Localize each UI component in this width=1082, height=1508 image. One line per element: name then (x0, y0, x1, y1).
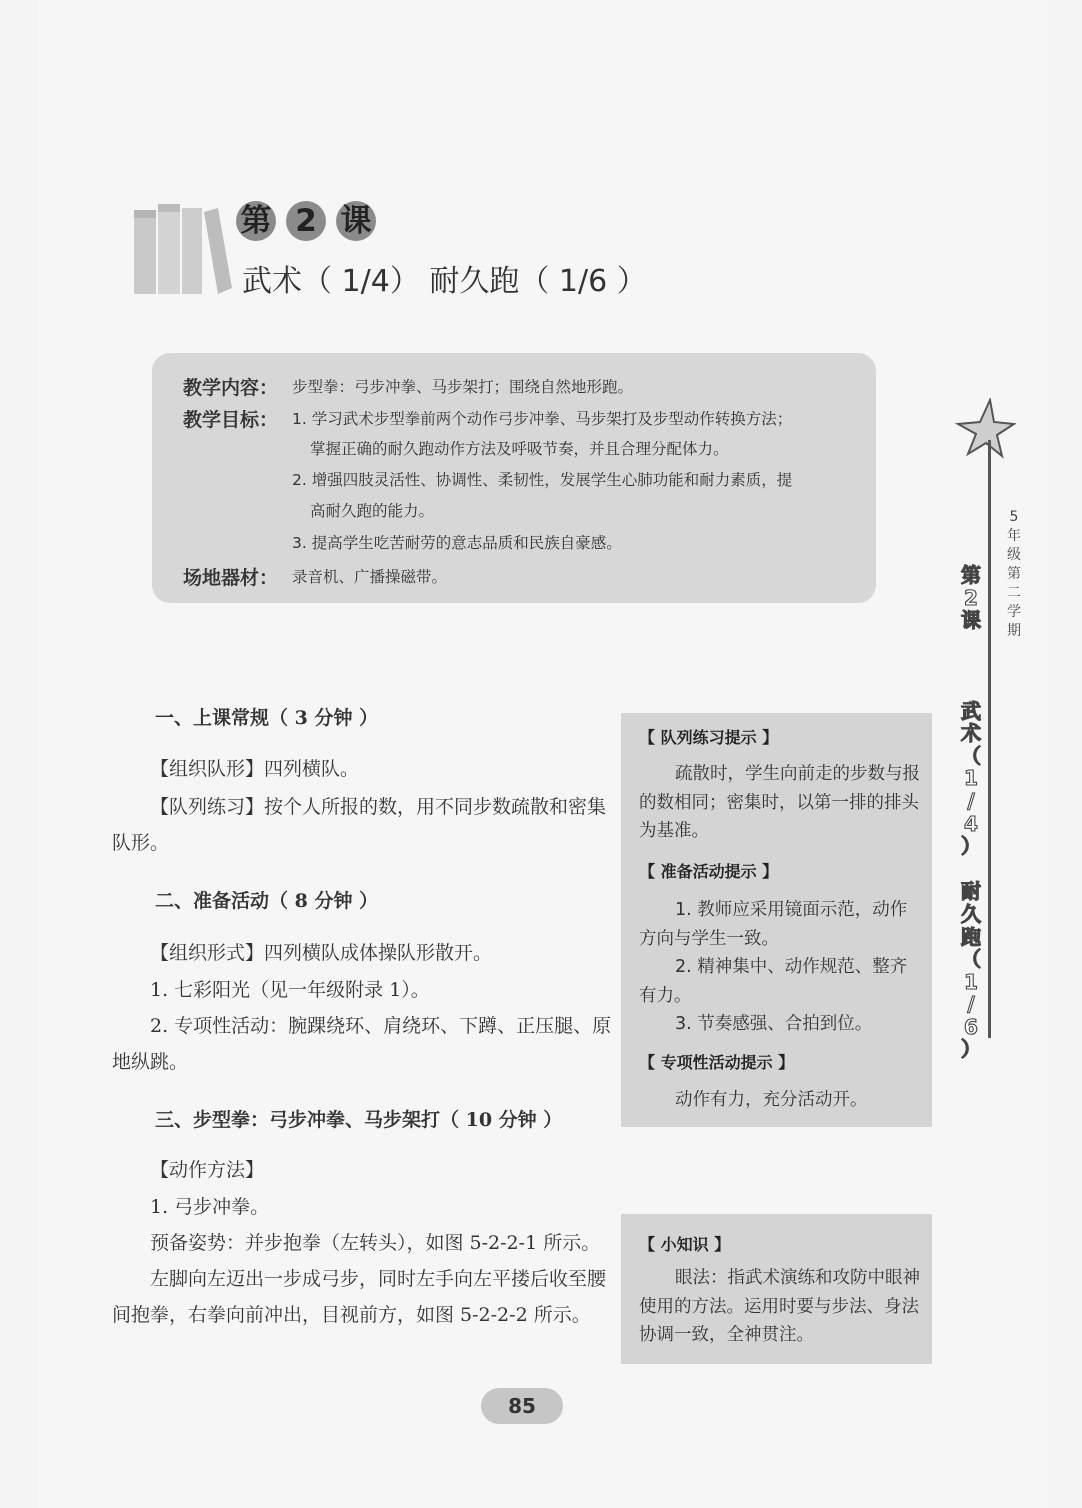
paragraph: 【组织形式】四列横队成体操队形散开。 (150, 942, 493, 964)
paragraph: 左脚向左迈出一步成弓步，同时左手向左平搂后收至腰间抱拳，右拳向前冲出，目视前方，如图 5-2-2-2 所示。 (112, 1268, 607, 1326)
goal-line: 3. 提高学生吃苦耐劳的意志品质和民族自豪感。 (292, 534, 622, 552)
star-icon (952, 398, 1016, 462)
tip-heading: 【 小知识 】 (639, 1235, 731, 1254)
section-heading: 二、准备活动（ 8 分钟 ） (155, 890, 379, 912)
tip-heading: 【 队列练习提示 】 (639, 728, 779, 747)
teaching-info-box (152, 353, 876, 603)
grade-semester-label: 5 年 级 第 二 学 期 (1007, 509, 1021, 639)
equipment-text: 录音机、广播操磁带。 (292, 568, 448, 586)
goal-line: 高耐久跑的能力。 (310, 502, 435, 520)
lesson-heading (236, 201, 376, 241)
goal-label: 教学目标： (183, 409, 279, 431)
equipment-label: 场地器材： (183, 567, 279, 589)
tip-body: 疏散时，学生向前走的步数与报的数相同；密集时，以第一排的排头为基准。 (639, 764, 920, 841)
margin-line (988, 440, 991, 1038)
lesson-prefix: 第 (236, 201, 276, 241)
paragraph: 1. 七彩阳光（见一年级附录 1）。 (150, 979, 430, 1001)
lesson-suffix: 课 (336, 201, 376, 241)
goal-line: 1. 学习武术步型拳前两个动作弓步冲拳、马步架打及步型动作转换方法； (292, 410, 793, 428)
goal-line: 掌握正确的耐久跑动作方法及呼吸节奏，并且合理分配体力。 (310, 440, 729, 458)
paragraph: 2. 专项性活动：腕踝绕环、肩绕环、下蹲、正压腿、原地纵跳。 (112, 1015, 612, 1073)
tip-heading: 【 专项性活动提示 】 (639, 1053, 795, 1072)
lesson-number: 2 (286, 201, 326, 241)
page-number: 85 (481, 1388, 563, 1424)
goal-line: 2. 增强四肢灵活性、协调性、柔韧性，发展学生心肺功能和耐力素质，提 (292, 471, 793, 489)
tip-heading: 【 准备活动提示 】 (639, 862, 779, 881)
tip-body: 眼法：指武术演练和攻防中眼神使用的方法。运用时要与步法、身法协调一致，全神贯注。 (639, 1268, 920, 1345)
paragraph: 预备姿势：并步抱拳（左转头），如图 5-2-2-1 所示。 (150, 1232, 601, 1254)
content-text: 步型拳：弓步冲拳、马步架打；围绕自然地形跑。 (292, 378, 634, 396)
tips-box (621, 713, 932, 1127)
tip-body: 1. 教师应采用镜面示范，动作方向与学生一致。 2. 精神集中、动作规范、整齐有力。 3. 节奏感强、合拍到位。 (639, 900, 908, 1034)
paragraph: 【队列练习】按个人所报的数，用不同步数疏散和密集队形。 (112, 796, 607, 854)
side-lesson-title: 第 2 课 武 术 （ 1 / 4 ） 耐 久 跑 （ 1 / 6 ） (961, 563, 981, 1062)
paragraph: 【组织队形】四列横队。 (150, 758, 360, 780)
paragraph: 【动作方法】 (150, 1159, 265, 1181)
section-heading: 三、步型拳：弓步冲拳、马步架打（ 10 分钟 ） (155, 1109, 563, 1131)
section-heading: 一、上课常规（ 3 分钟 ） (155, 707, 379, 729)
lesson-subtitle: 武术（ 1/4） 耐久跑（ 1/6 ） (242, 264, 647, 299)
paragraph: 1. 弓步冲拳。 (150, 1196, 270, 1218)
books-icon (132, 198, 232, 298)
content-label: 教学内容： (183, 377, 279, 399)
knowledge-box (621, 1214, 932, 1364)
tip-body: 动作有力，充分活动开。 (675, 1090, 868, 1110)
